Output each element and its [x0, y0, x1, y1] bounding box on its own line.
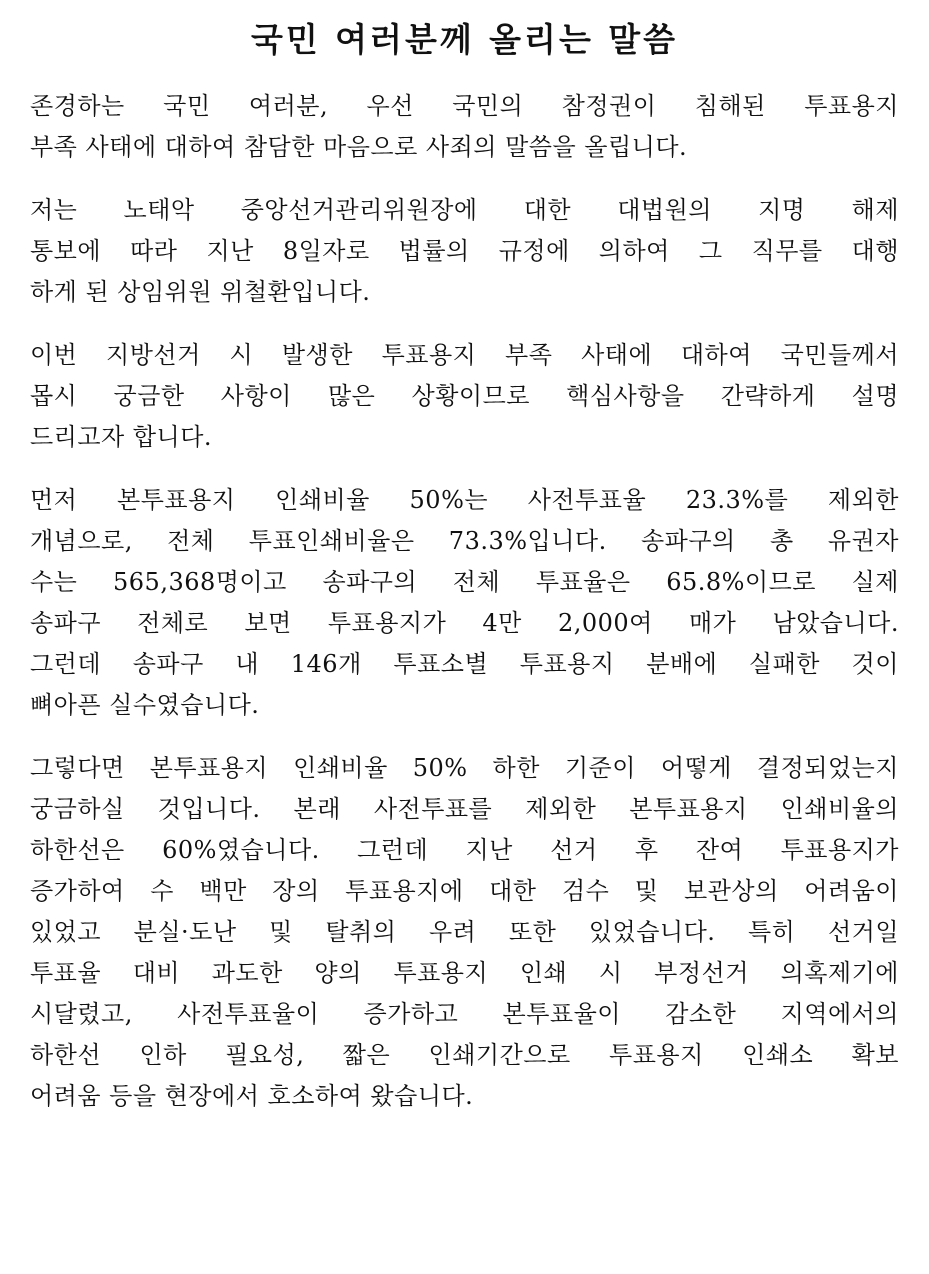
document-body	[30, 86, 899, 1117]
paragraph	[30, 190, 899, 313]
paragraph-line: 통보에 따라 지난 8일자로 법률의 규정에 의하여 그 직무를 대행	[30, 237, 899, 265]
paragraph-line: 그렇다면 본투표용지 인쇄비율 50% 하한 기준이 어떻게 결정되었는지	[30, 754, 899, 782]
paragraph-line: 하게 된 상임위원 위철환입니다.	[30, 278, 371, 306]
paragraph-line: 그런데 송파구 내 146개 투표소별 투표용지 분배에 실패한 것이	[30, 650, 899, 678]
paragraph-line: 증가하여 수 백만 장의 투표용지에 대한 검수 및 보관상의 어려움이	[30, 877, 899, 905]
paragraph-line: 있었고 분실·도난 및 탈취의 우려 또한 있었습니다. 특히 선거일	[30, 918, 899, 946]
paragraph	[30, 335, 899, 458]
paragraph-line: 수는 565,368명이고 송파구의 전체 투표율은 65.8%이므로 실제	[30, 568, 899, 596]
paragraph	[30, 86, 899, 168]
paragraph-line: 하한선 인하 필요성, 짧은 인쇄기간으로 투표용지 인쇄소 확보	[30, 1041, 899, 1069]
paragraph-line: 송파구 전체로 보면 투표용지가 4만 2,000여 매가 남았습니다.	[30, 609, 899, 637]
paragraph-line: 몹시 궁금한 사항이 많은 상황이므로 핵심사항을 간략하게 설명	[30, 382, 899, 410]
paragraph-line: 부족 사태에 대하여 참담한 마음으로 사죄의 말씀을 올립니다.	[30, 133, 688, 161]
paragraph-line: 이번 지방선거 시 발생한 투표용지 부족 사태에 대하여 국민들께서	[30, 341, 899, 369]
paragraph-line: 투표율 대비 과도한 양의 투표용지 인쇄 시 부정선거 의혹제기에	[30, 959, 899, 987]
paragraph-line: 먼저 본투표용지 인쇄비율 50%는 사전투표율 23.3%를 제외한	[30, 486, 899, 514]
paragraph-line: 시달렸고, 사전투표율이 증가하고 본투표율이 감소한 지역에서의	[30, 1000, 899, 1028]
paragraph-line: 드리고자 합니다.	[30, 423, 213, 451]
paragraph-line: 저는 노태악 중앙선거관리위원장에 대한 대법원의 지명 해제	[30, 196, 899, 224]
paragraph-line: 어려움 등을 현장에서 호소하여 왔습니다.	[30, 1082, 474, 1110]
paragraph-line: 하한선은 60%였습니다. 그런데 지난 선거 후 잔여 투표용지가	[30, 836, 899, 864]
paragraph-line: 뼈아픈 실수였습니다.	[30, 691, 260, 719]
paragraph-line: 존경하는 국민 여러분, 우선 국민의 참정권이 침해된 투표용지	[30, 92, 899, 120]
document-title: 국민 여러분께 올리는 말씀	[250, 20, 679, 59]
paragraph-line: 궁금하실 것입니다. 본래 사전투표를 제외한 본투표용지 인쇄비율의	[30, 795, 899, 823]
paragraph-line: 개념으로, 전체 투표인쇄비율은 73.3%입니다. 송파구의 총 유권자	[30, 527, 899, 555]
paragraph	[30, 480, 899, 726]
paragraph	[30, 748, 899, 1117]
